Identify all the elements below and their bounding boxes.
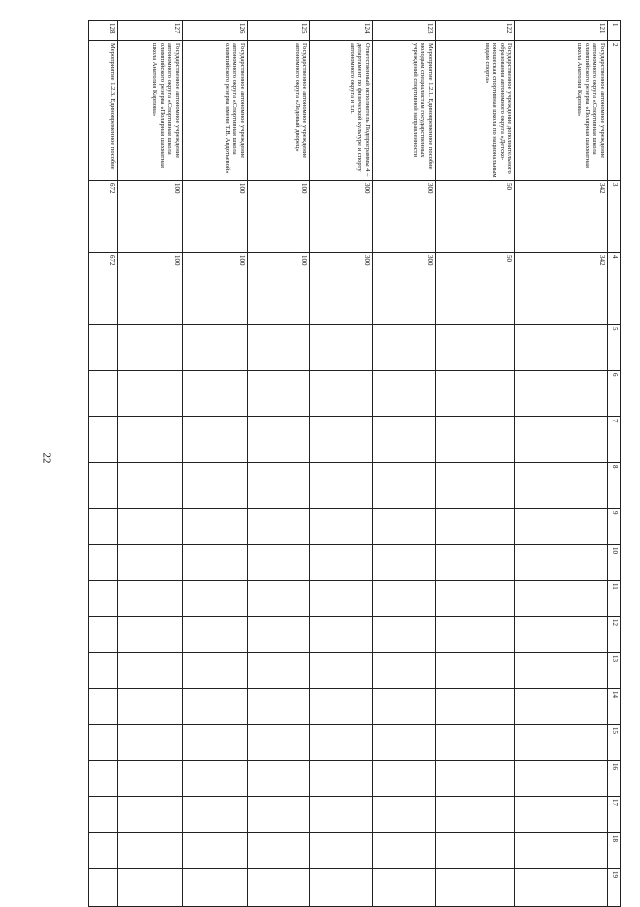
table-row: [373, 21, 436, 907]
row-description: Мероприятие 1.2.3. Единовременное пособие: [89, 41, 118, 181]
row-description: Государственное учреждение дополнительного образования автономного округа «Детско-юношеская спортивная школа по национальным видам спорта»: [435, 41, 515, 181]
page-number: 22: [40, 452, 53, 464]
cell-col3: 100: [117, 181, 182, 253]
cell-col4: 100: [117, 253, 182, 325]
cell-col3: 672: [89, 181, 118, 253]
cell-col4: 100: [247, 253, 310, 325]
col-header: 10: [608, 545, 621, 581]
row-number: 125: [247, 21, 310, 41]
row-number: 127: [117, 21, 182, 41]
col-header: 17: [608, 797, 621, 833]
table-row: [435, 21, 515, 907]
cell-col3: 300: [373, 181, 436, 253]
cell-col4: 50: [435, 253, 515, 325]
cell-col4: 100: [182, 253, 247, 325]
row-description: Государственное автономное учреждение автономного округа «Спортивная школа олимпийского резерва «Полярная шахматная школа Анатолия Карпова»: [117, 41, 182, 181]
col-header: 9: [608, 509, 621, 545]
row-description: Ответственный исполнитель Подпрограммы 4 – департамент по физической культуре и спорту автономного округа и т.п.: [310, 41, 373, 181]
row-number: 128: [89, 21, 118, 41]
table-row: [182, 21, 247, 907]
cell-col4: 672: [89, 253, 118, 325]
cell-col3: 342: [515, 181, 608, 253]
col-header: 4: [608, 253, 621, 325]
col-header: 2: [608, 41, 621, 181]
row-number: 126: [182, 21, 247, 41]
row-description: Государственное автономное учреждение автономного округа «Спортивная школа олимпийского резерва «Полярная шахматная школа Анатолия Карпова»: [515, 41, 608, 181]
col-header: 16: [608, 761, 621, 797]
table-row: [117, 21, 182, 907]
row-number: 124: [310, 21, 373, 41]
col-header: 15: [608, 725, 621, 761]
rotated-table-container: [88, 20, 621, 886]
row-number: 121: [515, 21, 608, 41]
col-header: 18: [608, 833, 621, 869]
col-header: 11: [608, 581, 621, 617]
cell-col4: 342: [515, 253, 608, 325]
col-header: 6: [608, 371, 621, 417]
table-row: [515, 21, 608, 907]
cell-col4: 300: [310, 253, 373, 325]
table-row: [89, 21, 118, 907]
col-header: 3: [608, 181, 621, 253]
row-description: Мероприятие 1.2.1. Единовременное пособие молодым специалистам государственных учреждений спортивной направленности: [373, 41, 436, 181]
col-header: 5: [608, 325, 621, 371]
row-number: 122: [435, 21, 515, 41]
cell-col3: 50: [435, 181, 515, 253]
col-header: 19: [608, 869, 621, 907]
col-header: 8: [608, 463, 621, 509]
table-row: [310, 21, 373, 907]
table-row: [247, 21, 310, 907]
data-table: [88, 20, 621, 907]
row-number: 123: [373, 21, 436, 41]
cell-col4: 300: [373, 253, 436, 325]
cell-col3: 100: [247, 181, 310, 253]
col-header: 1: [608, 21, 621, 41]
row-description: Государственное автономное учреждение автономного округа «Спортивная школа олимпийского резерва имени Т.В. Авдотьевой»: [182, 41, 247, 181]
cell-col3: 300: [310, 181, 373, 253]
col-header: 14: [608, 689, 621, 725]
header-row: [608, 21, 621, 907]
cell-col3: 100: [182, 181, 247, 253]
col-header: 12: [608, 617, 621, 653]
col-header: 7: [608, 417, 621, 463]
row-description: Государственное автономное учреждение автономного округа «Ледовый дворец»: [247, 41, 310, 181]
col-header: 13: [608, 653, 621, 689]
